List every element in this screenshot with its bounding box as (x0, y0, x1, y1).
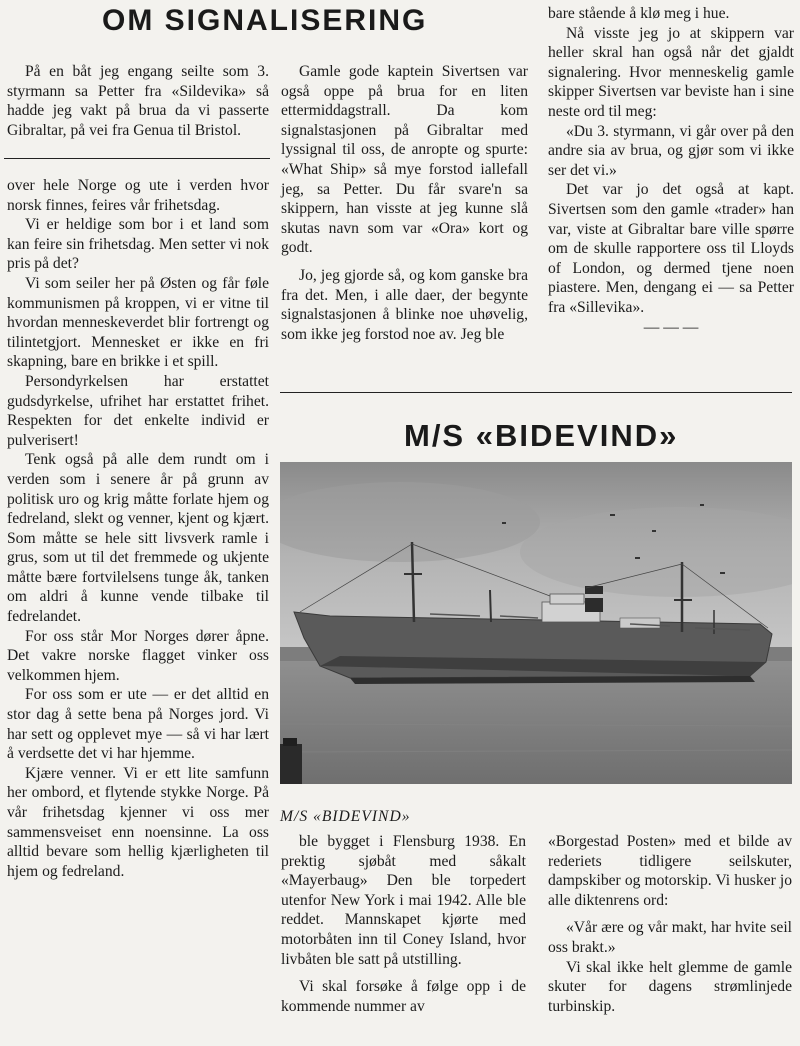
paragraph: Vi er heldige som bor i et land som kan feire sin frihetsdag. Men setter vi nok pris på det? (7, 216, 269, 273)
paragraph: På en båt jeg engang seilte som 3. styrmann sa Petter fra «Sildevika» så hadde jeg vakt på brua da vi passerte Gibraltar, på vei fra Genua til Bristol. (7, 63, 269, 139)
signal-column-3 (548, 4, 794, 337)
paragraph: Nå visste jeg jo at skippern var heller skral han også når det gjaldt signalering. Hvor menneskelig gamle skipper Sivertsen var beviste han i sine neste ord til meg: (548, 24, 794, 120)
paragraph: «Borgestad Posten» med et bilde av rederiets tidligere seilskuter, dampskiber og motorskip. Vi husker jo alle diktenrens ord: (548, 833, 792, 909)
paragraph: Vi skal ikke helt glemme de gamle skuter for dagens strømlinjede turbinskip. (548, 958, 792, 1015)
paragraph: ble bygget i Flensburg 1938. En prektig sjøbåt med såkalt «Mayerbaug» Den ble torpedert utenfor New York i mai 1942. Alle ble reddet. Mannskapet kjørte med motorbåten inn til Coney Island, hvor livbåten ble satt på utstilling. (281, 833, 526, 968)
ship-photo (280, 462, 792, 784)
bidevind-column-left (281, 832, 526, 1016)
paragraph: «Du 3. styrmann, vi går over på den andre sia av brua, og gjør som vi ikke ser det vi.» (548, 122, 794, 179)
freedom-day-column (7, 176, 269, 881)
paragraph: Tenk også på alle dem rundt om i verden som i senere år på grunn av politisk uro og krig måtte forlate hjem og fedreland, slekt og venner, kjent og kjært. Som måtte se hele sitt livsverk ramle i grus, som ut til det fremmede og ukjente måtte bære fortvilelsens tunge åk, tanken om aldri å kunne vende tilbake til fedrelandet. (7, 451, 269, 626)
paragraph: Jo, jeg gjorde så, og kom ganske bra fra det. Men, i alle daer, der begynte signalstasjonen å blinke noe uhøvelig, som ikke jeg forstod noe av. Jeg ble (281, 266, 528, 343)
divider (4, 158, 270, 159)
paragraph: Persondyrkelsen har erstattet gudsdyrkelse, ufrihet har erstattet frihet. Respekten for det enkelte individ er pulverisert! (7, 372, 269, 449)
divider (280, 392, 792, 393)
paragraph: For oss står Mor Norges dører åpne. Det vakre norske flagget vinker oss velkommen hjem. (7, 627, 269, 684)
paragraph: For oss som er ute — er det alltid en stor dag å sette bena på Norges jord. Vi har sett og opplevet mye — så vi har lært å verdsette det vi har hjemme. (7, 686, 269, 763)
signal-column-2 (281, 62, 528, 344)
signal-column-1 (7, 62, 269, 140)
paragraph: Kjære venner. Vi er ett lite samfunn her ombord, et flytende stykke Norge. På vår frihetsdag kjenner vi oss mer sammensveiset enn noensinne. La oss alltid bevare som hellig kjærligheten til hjem og fedreland. (7, 764, 269, 880)
end-mark: — — — (643, 318, 699, 336)
paragraph: «Vår ære og vår makt, har hvite seil oss brakt.» (548, 919, 792, 956)
paragraph: bare stående å klø meg i hue. (548, 5, 730, 22)
paragraph: Vi skal forsøke å følge opp i de kommende nummer av (281, 978, 526, 1015)
article-title-signalisering: OM SIGNALISERING (102, 4, 428, 37)
article-title-bidevind: M/S «BIDEVIND» (404, 418, 679, 453)
paragraph: Vi som seiler her på Østen og får føle kommunismen på kroppen, vi er vitne til hvordan menneskeverdet blir fortrengt og tilintetgjort. Mennesket er ikke en fri skapning, bare en brikke i et spill. (7, 274, 269, 371)
paragraph: Gamle gode kaptein Sivertsen var også oppe på brua for en liten ettermiddagstrall. Da kom signalstasjonen på Gibraltar med lyssignal til oss, de anropte og spurte: «What Ship» så mye forstod iallefall jeg, sa Petter. Du får svare'n sa skippern, han visste at jeg kunne slå skutas navn som var «Ora» kort og godt. (281, 63, 528, 257)
bidevind-column-right (548, 832, 792, 1016)
paragraph: Det var jo det også at kapt. Sivertsen som den gamle «trader» han var, viste at Gibraltar bare ville spørre om de skulle rapportere oss til Lloyds of London, og dermed tjene noen piastere. Men, dengang ei — sa Petter fra «Sillevika». (548, 181, 794, 316)
ship-illustration (280, 462, 792, 784)
paragraph: over hele Norge og ute i verden hvor norsk finnes, feires vår frihetsdag. (7, 177, 269, 214)
photo-caption: M/S «BIDEVIND» (280, 808, 411, 825)
